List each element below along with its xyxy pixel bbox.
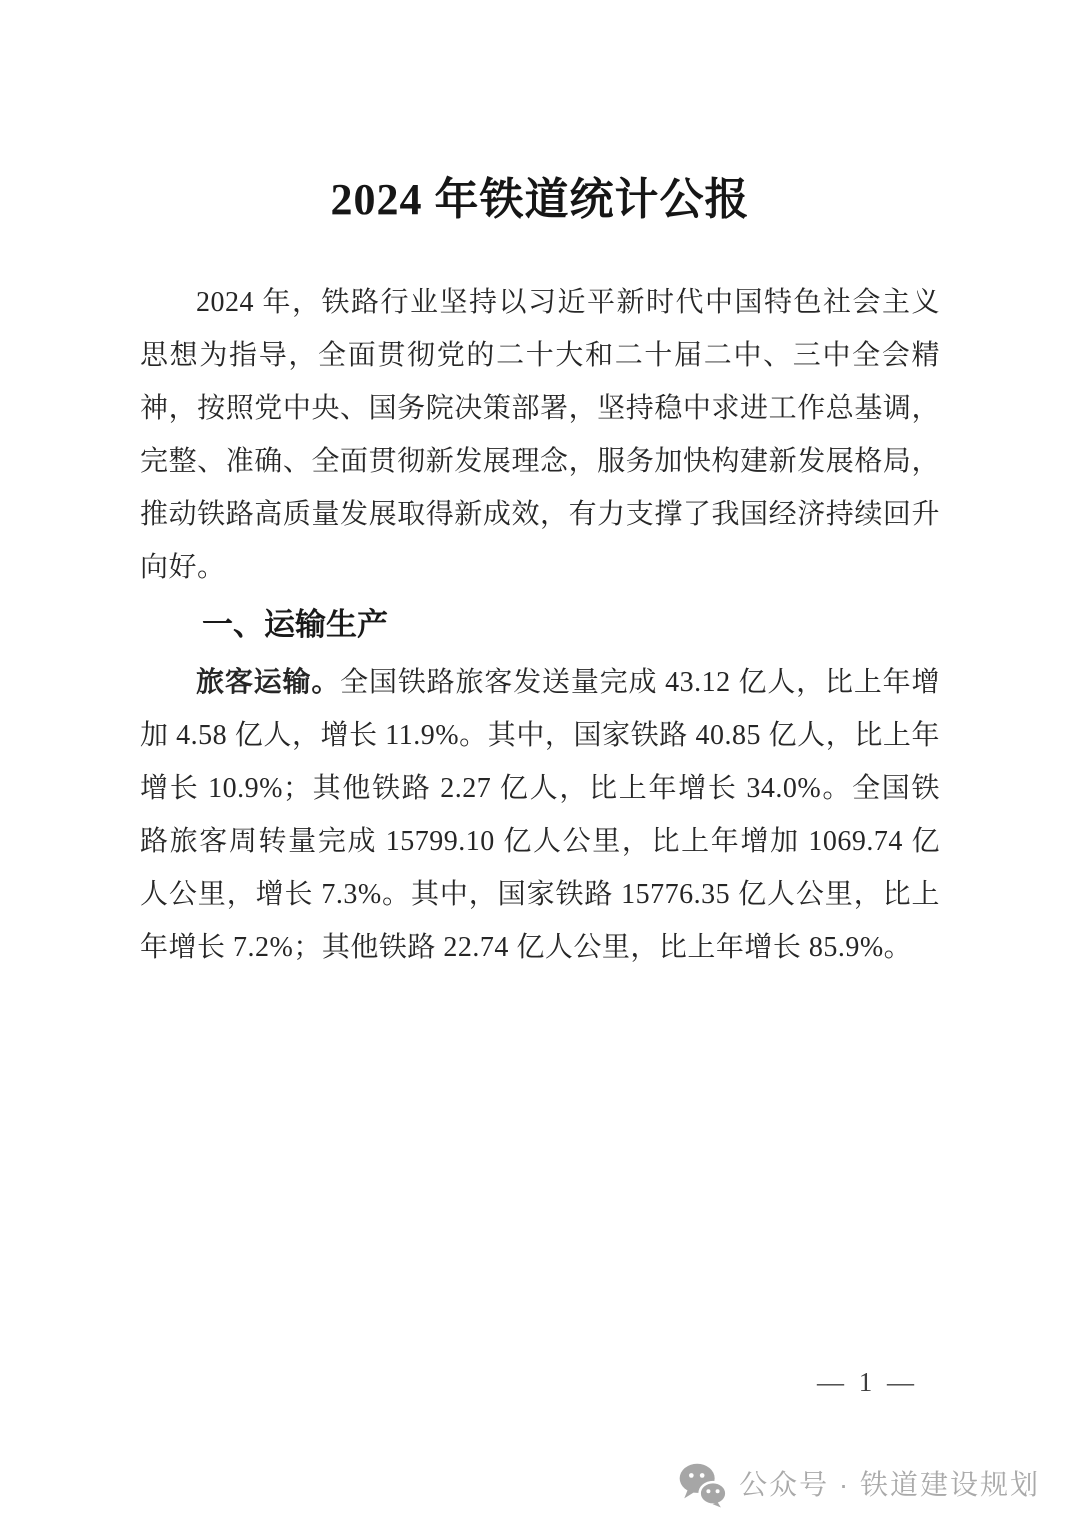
passenger-transport-paragraph (140, 656, 940, 974)
wechat-account-label: 公众号 · 铁道建设规划 (739, 1469, 1040, 1500)
section-heading-transport-production: 一、运输生产 (202, 607, 388, 642)
passenger-paragraph-lead: 旅客运输。 (196, 667, 341, 698)
wechat-icon (678, 1462, 728, 1508)
wechat-account-badge (678, 1462, 1040, 1508)
passenger-paragraph-text: 全国铁路旅客发送量完成 43.12 亿人，比上年增加 4.58 亿人，增长 11.9%。其中，国家铁路 40.85 亿人，比上年增长 10.9%；其他铁路 2.27 亿人，比上年增长 34.0%。全国铁路旅客周转量完成 15799.10 亿人公里，比上年增加 1069.74 亿人公里，增长 7.3%。其中，国家铁路 15776.35 亿人公里，比上年增长 7.2%；其他铁路 22.74 亿人公里，比上年增长 85.9%。 (140, 667, 940, 963)
intro-paragraph: 2024 年，铁路行业坚持以习近平新时代中国特色社会主义思想为指导，全面贯彻党的二十大和二十届二中、三中全会精神，按照党中央、国务院决策部署，坚持稳中求进工作总基调，完整、准确、全面贯彻新发展理念，服务加快构建新发展格局，推动铁路高质量发展取得新成效，有力支撑了我国经济持续回升向好。 (140, 287, 940, 583)
document-title: 2024 年铁道统计公报 (330, 175, 750, 224)
page-number: — 1 — (817, 1367, 918, 1397)
